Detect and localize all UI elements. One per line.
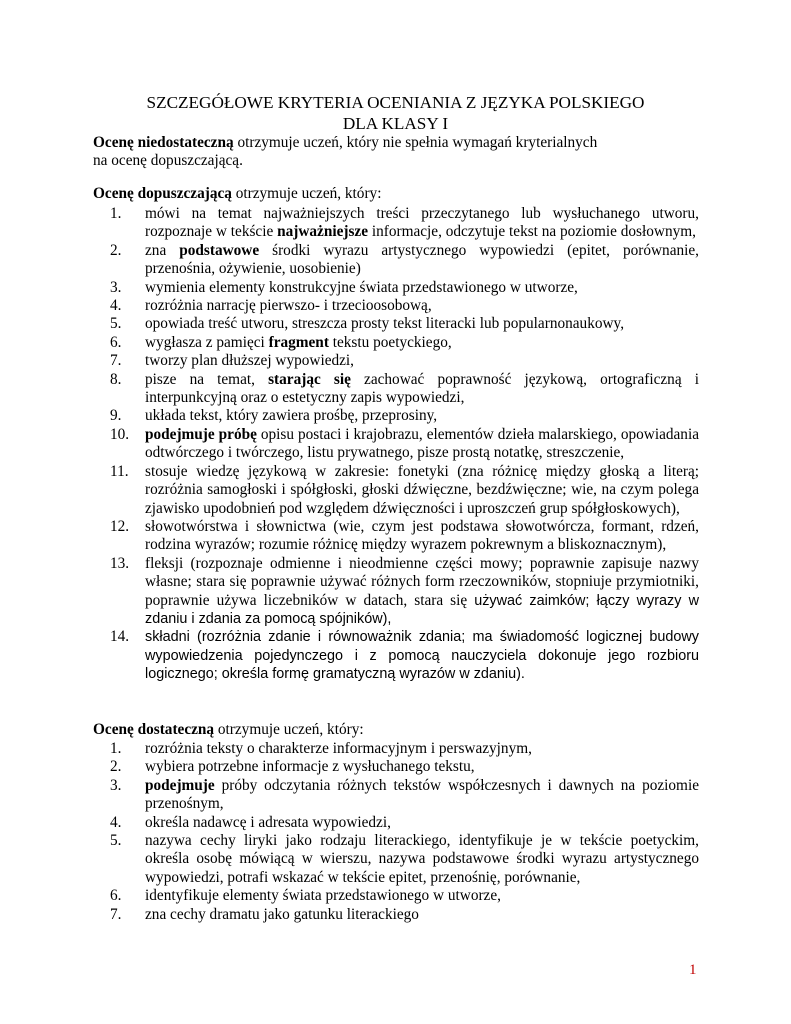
list-item-bold: najważniejsze [277,223,369,241]
list-item-text-sans: używać zaimków; łączy wyrazy w zdaniu i zdania za pomocą spójników), [145,592,700,627]
list-item-number: 2. [110,241,122,259]
list-item-text: informacje, odczytuje tekst na poziomie dosłownym, [368,223,696,241]
list-item-text: słowotwórstwa i słownictwa (wie, czym jest podstawa słowotwórcza, formant, rdzeń, rodzina wyrazów; rozumie różnicę między wyrazem pokrewnym a bliskoznacznym), [145,517,699,554]
list-item-text: środki wyrazu artystycznego wypowiedzi (epitet, porównanie, przenośnia, ożywienie, uosobienie) [145,241,699,278]
list-dostateczna [0,740,700,924]
list-item-number: 4. [110,813,122,831]
list-item [0,334,699,352]
list-item-number: 8. [110,370,122,388]
list-item-bold: fragment [268,333,329,351]
list-item [0,407,699,425]
list-item-text: wymienia elementy konstrukcyjne świata przedstawionego w utworze, [145,278,578,296]
list-item [0,832,699,887]
list-item-number: 7. [110,352,122,370]
list-item-number: 6. [110,887,122,905]
list-item [0,426,699,463]
list-item-text: stosuje wiedzę językową w zakresie: fonetyki (zna różnicę między głoską a literą; rozróżnia samogłoski i spółgłoski, głoski dźwięczne, bezdźwięczne; wie, na czym polega zjawisko upodobnień pod względem dźwięczności i uproszczeń grup spółgłoskowych), [145,462,699,517]
list-item [0,906,699,924]
list-item-number: 14. [110,628,130,646]
list-item-bold: podejmuje [145,776,215,794]
list-item [0,628,699,683]
list-item-bold: podejmuje próbę [145,425,257,443]
list-item [0,777,699,814]
list-dopuszczajaca [0,205,700,684]
intro-paragraph [93,134,705,171]
list-item-number: 9. [110,407,122,425]
section-heading-dopuszczajaca [93,185,705,203]
list-item-number: 10. [110,425,130,443]
list-item-text: tekstu poetyckiego, [328,333,452,351]
list-item [0,315,699,333]
list-item-text: próby odczytania różnych tekstów współczesnych i dawnych na poziomie przenośnym, [145,776,699,813]
intro-rest: otrzymuje uczeń, który nie spełnia wymagań kryterialnych [233,134,598,151]
document-title [80,92,711,134]
list-item-bold: podstawowe [179,241,260,259]
list-item-text: rozróżnia narrację pierwszo- i trzecioosobową, [145,297,432,315]
list-item [0,887,699,905]
list-item-text: identyfikuje elementy świata przedstawionego w utworze, [145,887,501,905]
list-item [0,297,699,315]
list-item-number: 11. [110,462,129,480]
list-item [0,518,699,555]
list-item-text: tworzy plan dłuższej wypowiedzi, [145,352,354,370]
title-line-1: SZCZEGÓŁOWE KRYTERIA OCENIANIA Z JĘZYKA POLSKIEGO [146,93,645,112]
list-item-text: fleksji (rozpoznaje odmienne i nieodmienne części mowy; poprawnie zapisuje nazwy własne; stara się poprawnie używać różnych form rzeczowników, stopniuje przymiotniki, poprawnie używa liczebników w datach, stara się [145,554,699,609]
list-item-number: 5. [110,832,122,850]
list-item-number: 3. [110,776,122,794]
intro-bold: Ocenę niedostateczną [93,134,234,151]
heading-rest: otrzymuje uczeń, który: [214,721,364,738]
list-item [0,279,699,297]
list-item-text: zachować poprawność językową, ortograficzną i interpunkcyjną oraz o estetyczny zapis wypowiedzi, [145,370,699,407]
list-item-number: 4. [110,297,122,315]
list-item-text: wygłasza z pamięci [145,333,269,351]
list-item-number: 6. [110,333,122,351]
list-item [0,205,699,242]
list-item-number: 2. [110,758,122,776]
list-item [0,740,699,758]
list-item-number: 1. [110,205,122,222]
list-item-text: wybiera potrzebne informacje z wysłuchanego tekstu, [145,758,475,776]
list-item-number: 3. [110,278,122,296]
list-item-bold: starając się [268,370,351,388]
heading-bold: Ocenę dostateczną [93,721,215,738]
list-item-text: zna cechy dramatu jako gatunku literackiego [145,905,419,923]
list-item [0,758,699,776]
section-heading-dostateczna [93,721,705,739]
page-number: 1 [689,962,697,978]
list-item-text: mówi na temat najważniejszych treści przeczytanego lub wysłuchanego utworu, rozpoznaje w tekście [145,205,699,241]
list-item-text: układa tekst, który zawiera prośbę, przeprosiny, [145,407,438,425]
list-item-text: zna [145,241,180,259]
list-item-text: określa nadawcę i adresata wypowiedzi, [145,813,391,831]
list-item-number: 5. [110,315,122,333]
heading-rest: otrzymuje uczeń, który: [231,185,382,202]
list-item [0,814,699,832]
list-item-text: pisze na temat, [145,370,269,388]
intro-line2: na ocenę dopuszczającą. [93,152,243,170]
list-item [0,555,699,629]
list-item-text: rozróżnia teksty o charakterze informacyjnym i perswazyjnym, [145,740,532,757]
list-item [0,352,699,370]
list-item-number: 13. [110,554,130,572]
list-item-number: 1. [110,740,122,757]
heading-bold: Ocenę dopuszczającą [93,185,232,202]
list-item-text-sans: składni (rozróżnia zdanie i równoważnik zdania; ma świadomość logicznej budowy wypowiedzenia pojedynczego i z pomocą nauczyciela dokonuje jego rozbioru logicznego; określa formę gramatyczną wyrazów w zdaniu). [145,629,699,683]
list-item-number: 12. [110,517,130,535]
list-item [0,242,699,279]
list-item-text: opowiada treść utworu, streszcza prosty tekst literacki lub popularnonaukowy, [145,315,625,333]
list-item-number: 7. [110,905,122,923]
list-item-text: nazywa cechy liryki jako rodzaju literackiego, identyfikuje je w tekście poetyckim, określa osobę mówiącą w wierszu, nazywa podstawowe środki wyrazu artystycznego wypowiedzi, potrafi wskazać w tekście epitet, przenośnię, porównanie, [145,832,699,886]
list-item [0,463,699,518]
list-item [0,371,699,408]
title-line-2: DLA KLASY I [342,114,449,133]
list-item-text: opisu postaci i krajobrazu, elementów dzieła malarskiego, opowiadania odtwórczego i twórczego, listu prywatnego, pisze prostą notatkę, streszczenie, [145,425,700,462]
